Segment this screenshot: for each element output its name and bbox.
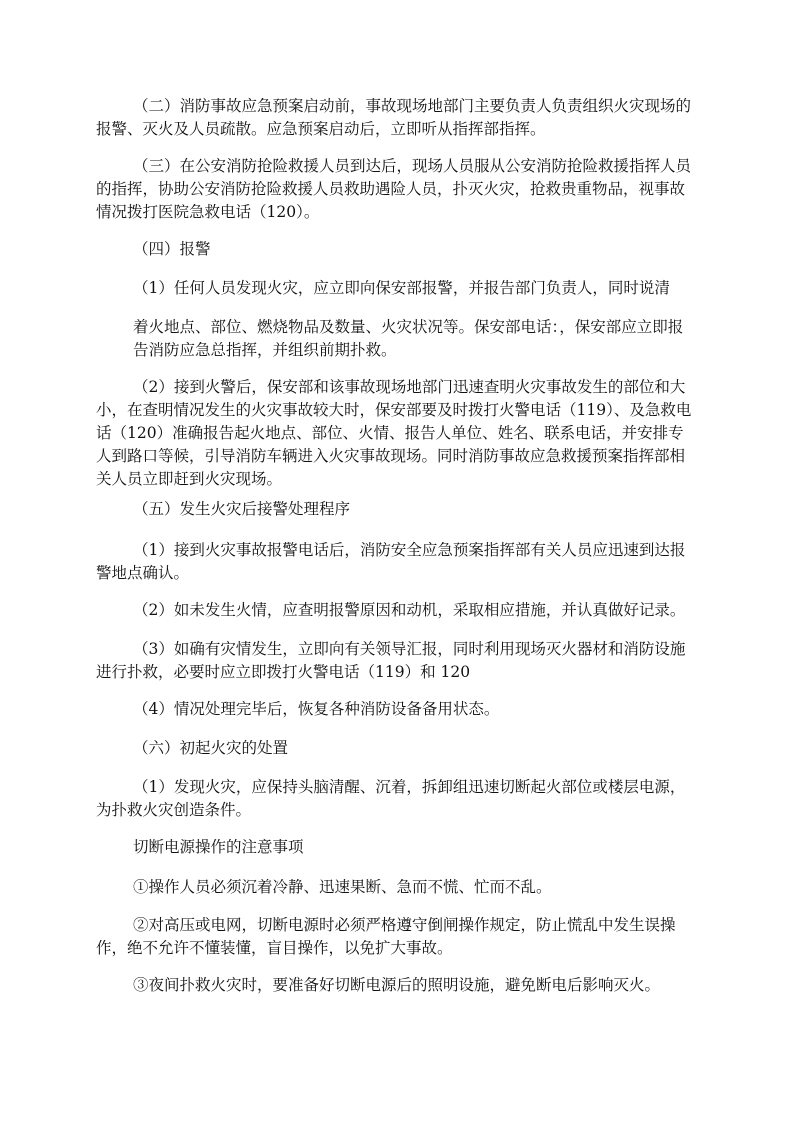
paragraph-power-note-2: ②对高压或电网，切断电源时必须严格遵守倒闸操作规定，防止慌乱中发生误操作，绝不允许不懂装懂，盲目操作，以免扩大事故。 <box>96 916 676 957</box>
paragraph-firefighter-arrival: （三）在公安消防抢险救援人员到达后，现场人员服从公安消防抢险救援指挥人员的指挥，协助公安消防抢险救援人员救助遇险人员，扑灭火灾，抢救贵重物品，视事故情况拨打医院急救电话（120）。 <box>96 157 692 221</box>
paragraph-emergency-plan-before-start: （二）消防事故应急预案启动前，事故现场地部门主要负责人负责组织火灾现场的报警、灭火及人员疏散。应急预案启动后，立即听从指挥部指挥。 <box>96 97 692 138</box>
paragraph-alarm-step-2: （2）接到火警后，保安部和该事故现场地部门迅速查明火灾事故发生的部位和大小，在查明情况发生的火灾事故较大时，保安部要及时拨打火警电话（119）、及急救电话（120）准确报告起火地点、部位、火情、报告人单位、姓名、联系电话，并安排专人到路口等候，引导消防车辆进入火灾事故现场。同时消防事故应急救援预案指挥部相关人员立即赶到火灾现场。 <box>96 378 692 488</box>
paragraph-procedure-step-1: （1）接到火灾事故报警电话后，消防安全应急预案指挥部有关人员应迅速到达报警地点确认。 <box>96 541 686 582</box>
paragraph-power-note-1: ①操作人员必须沉着冷静、迅速果断、急而不慌、忙而不乱。 <box>133 878 552 896</box>
paragraph-alarm-step-1: （1）任何人员发现火灾，应立即向保安部报警，并报告部门负责人，同时说清 <box>133 279 670 297</box>
paragraph-procedure-step-2: （2）如未发生火情，应查明报警原因和动机，采取相应措施，并认真做好记录。 <box>133 601 686 619</box>
heading-initial-fire-handling: （六）初起火灾的处置 <box>133 739 289 757</box>
heading-alarm: （四）报警 <box>133 240 211 258</box>
paragraph-alarm-step-1-continued: 着火地点、部位、燃烧物品及数量、火灾状况等。保安部电话：，保安部应立即报告消防应急总指挥，并组织前期扑救。 <box>133 318 684 359</box>
heading-power-cutoff-notes: 切断电源操作的注意事项 <box>133 838 304 856</box>
paragraph-power-note-3: ③夜间扑救火灾时，要准备好切断电源后的照明设施，避免断电后影响灭火。 <box>133 976 661 994</box>
heading-post-fire-procedure: （五）发生火灾后接警处理程序 <box>133 500 351 518</box>
paragraph-handling-step-1: （1）发现火灾，应保持头脑清醒、沉着，拆卸组迅速切断起火部位或楼层电源，为扑救火灾创造条件。 <box>96 778 686 819</box>
paragraph-procedure-step-4: （4）情况处理完毕后，恢复各种消防设备备用状态。 <box>133 700 500 718</box>
paragraph-procedure-step-3: （3）如确有灾情发生，立即向有关领导汇报，同时利用现场灭火器材和消防设施进行扑救，必要时应立即拨打火警电话（119）和 120 <box>96 640 686 681</box>
